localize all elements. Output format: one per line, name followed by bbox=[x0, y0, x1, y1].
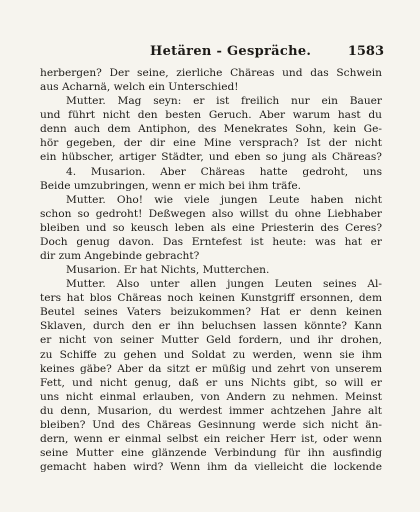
text-line: denn auch dem Antiphon, des Menekrates Sohn, kein Ge- bbox=[40, 123, 382, 136]
text-line: schon so gedroht! Deßwegen also willst du ohne Liebhaber bbox=[40, 207, 382, 220]
text-line: keines gäbe? Aber da sitzt er müßig und zehrt von unserem bbox=[40, 362, 382, 375]
text-line: herbergen? Der seine, zierliche Chäreas und das Schwein bbox=[40, 67, 382, 79]
text-line: Mutter. Mag seyn: er ist freilich nur ein Bauer bbox=[66, 95, 382, 108]
text-line: aus Acharnä, welch ein Unterschied! bbox=[40, 81, 239, 94]
text-line: bleiben und so keusch leben als eine Priesterin des Ceres? bbox=[40, 221, 382, 234]
text-line: ters hat blos Chäreas noch keinen Kunstgriff ersonnen, dem bbox=[40, 292, 382, 305]
text-line: seine Mutter eine glänzende Verbindung für ihn ausfindig bbox=[40, 447, 382, 460]
text-line: uns nicht einmal erlauben, von Andern zu nehmen. Meinst bbox=[40, 390, 382, 403]
text-line: 4. Musarion. Aber Chäreas hatte gedroht, uns bbox=[66, 165, 382, 178]
text-line: Doch genug davon. Das Erntefest ist heute: was hat er bbox=[40, 235, 382, 248]
text-line: Mutter. Also unter allen jungen Leuten seines Al- bbox=[66, 278, 382, 291]
text-line: und führt nicht den besten Geruch. Aber warum hast du bbox=[40, 109, 382, 122]
text-line: dern, wenn er einmal selbst ein reicher Herr ist, oder wenn bbox=[40, 433, 382, 446]
text-line: du denn, Musarion, du werdest immer achtzehen Jahre alt bbox=[40, 404, 382, 417]
text-line: Beide umzubringen, wenn er mich bei ihm träfe. bbox=[40, 179, 302, 192]
body-text bbox=[40, 66, 382, 474]
page-number: 1583 bbox=[347, 44, 384, 59]
text-line: Mutter. Oho! wie viele jungen Leute haben nicht bbox=[66, 193, 382, 206]
running-title: Hetären - Gespräche. bbox=[150, 44, 312, 59]
text-line: Beutel seines Vaters beizukommen? Hat er denn keinen bbox=[40, 306, 382, 319]
text-line: hör gegeben, der dir eine Mine versprach? Ist der nicht bbox=[40, 137, 382, 150]
text-line: gemacht haben wird? Wenn ihm da vielleicht die lockende bbox=[40, 461, 382, 474]
text-line: er nicht von seiner Mutter Geld fordern, und ihr drohen, bbox=[40, 334, 382, 347]
text-line: ein hübscher, artiger Städter, und eben so jung als Chäreas? bbox=[40, 151, 382, 164]
page-header bbox=[40, 44, 390, 62]
text-line: zu Schiffe zu gehen und Soldat zu werden, wenn sie ihm bbox=[40, 348, 382, 361]
text-line: bleiben? Und des Chäreas Gesinnung werde sich nicht än- bbox=[40, 418, 382, 431]
text-line: Musarion. Er hat Nichts, Mutterchen. bbox=[66, 264, 270, 277]
text-line: dir zum Angebinde gebracht? bbox=[40, 250, 200, 263]
text-line: Fett, und nicht genug, daß er uns Nichts gibt, so will er bbox=[40, 376, 382, 389]
text-line: Sklaven, durch den er ihn beluchsen lassen könnte? Kann bbox=[40, 320, 382, 333]
